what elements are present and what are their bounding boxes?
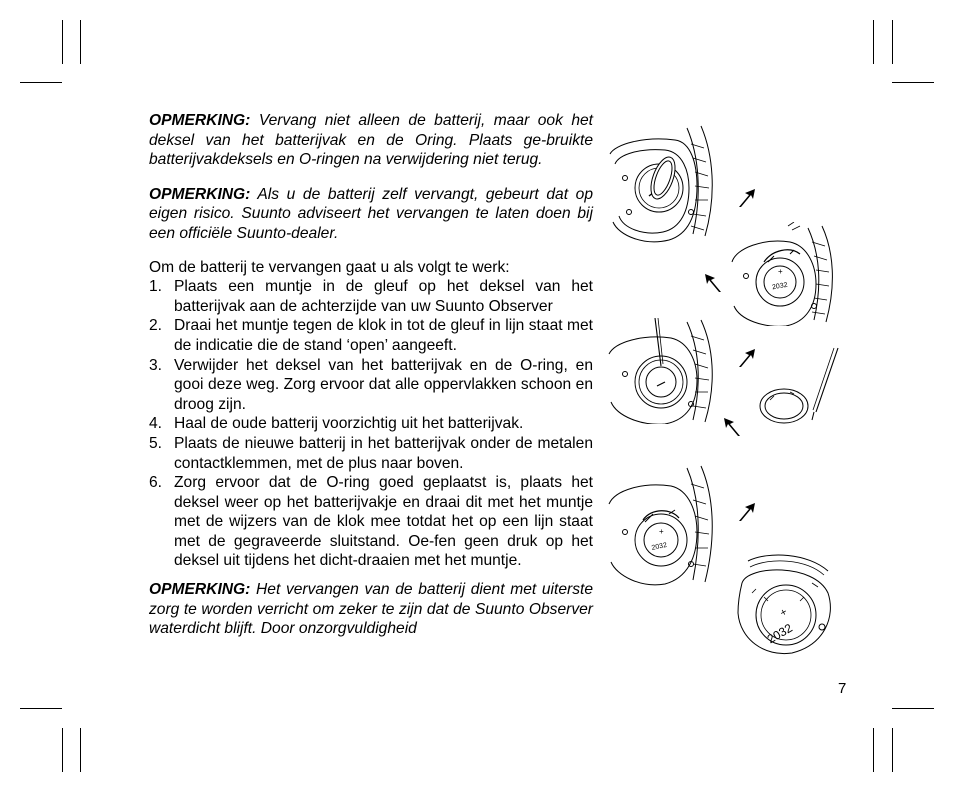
step-text: Zorg ervoor dat de O-ring goed geplaatst is, plaats het deksel weer op het batterijvakje en draai dit met het muntje met de wijzers van de klok mee totdat het op een lijn staat met de gegraveerde sluitstand. Oe-fen geen druk op het deksel uit tijdens het dicht-draaien met het muntje. xyxy=(174,474,593,570)
list-item xyxy=(149,356,593,415)
crop-mark xyxy=(20,82,62,83)
step-text: Plaats een muntje in de gleuf op het deksel van het batterijvak aan de achterzijde van uw Suunto Observer xyxy=(174,278,593,315)
battery-plus-label: + xyxy=(778,605,790,620)
note-own-risk xyxy=(149,185,593,244)
step-text: Verwijder het deksel van het batterijvak en de O-ring, en gooi deze weg. Zorg ervoor dat alle oppervlakken schoon en droog zijn. xyxy=(174,356,593,413)
step-number: 5. xyxy=(149,434,163,452)
text-column xyxy=(149,111,593,639)
step-number: 2. xyxy=(149,317,163,335)
crop-mark xyxy=(892,708,934,709)
crop-mark xyxy=(892,20,893,64)
note-label: OPMERKING: xyxy=(149,581,251,599)
step-number: 1. xyxy=(149,278,163,296)
note-text: Als u de batterij zelf vervangt, gebeurt dat op eigen risico. Suunto adviseert het vervangen te laten doen bij een officiële Suunto-dealer. xyxy=(149,185,593,242)
step-text: Plaats de nieuwe batterij in het batterijvak onder de metalen contactklemmen, met de plus naar boven. xyxy=(174,434,593,472)
step-text: Draai het muntje tegen de klok in tot de gleuf in lijn staat met de indicatie die de stand ‘open’ aangeeft. xyxy=(174,317,593,354)
list-item xyxy=(149,434,593,473)
crop-mark xyxy=(873,20,874,64)
note-text: Het vervangen van de batterij dient met uiterste zorg te worden verricht om zeker te zijn dat de Suunto Observer waterdicht blijft. Door onzorgvuldigheid xyxy=(149,581,593,638)
list-item xyxy=(149,316,593,355)
battery-model-label: 2032 xyxy=(651,541,668,552)
crop-mark xyxy=(873,728,874,772)
illustration-new-battery xyxy=(605,464,725,588)
intro-text: Om de batterij te vervangen gaat u als volgt te werk: xyxy=(149,258,510,276)
crop-mark xyxy=(80,728,81,772)
list-item xyxy=(149,277,593,316)
note-waterproof xyxy=(149,580,593,639)
crop-mark xyxy=(62,20,63,64)
crop-mark xyxy=(62,728,63,772)
note-text: Vervang niet alleen de batterij, maar ook het deksel van het batterijvak en de Oring. Plaats ge-bruikte batterijvakdeksels en O-ringen na verwijdering niet terug. xyxy=(149,112,593,169)
note-label: OPMERKING: xyxy=(149,185,251,203)
battery-model-label: 2032 xyxy=(764,620,795,647)
crop-mark xyxy=(892,82,934,83)
arrow-up-right-icon xyxy=(735,347,757,369)
steps-list xyxy=(149,277,593,571)
battery-model-label: 2032 xyxy=(771,281,789,292)
crop-mark xyxy=(80,20,81,64)
illustration-battery-exposed xyxy=(728,222,848,326)
note-open-cover xyxy=(149,111,593,170)
arrow-up-right-icon xyxy=(735,501,757,523)
step-number: 4. xyxy=(149,415,163,433)
illustration-remove-oring xyxy=(605,318,725,424)
step-number: 6. xyxy=(149,474,163,492)
list-item xyxy=(149,473,593,571)
page-number: 7 xyxy=(838,680,847,697)
note-label: OPMERKING: xyxy=(149,112,251,129)
battery-plus-label: + xyxy=(659,527,664,536)
battery-plus-label: + xyxy=(778,267,783,276)
crop-mark xyxy=(892,728,893,772)
illustration-battery-closeup xyxy=(728,553,838,657)
crop-mark xyxy=(20,708,62,709)
arrow-up-left-icon xyxy=(703,272,725,294)
step-number: 3. xyxy=(149,356,163,374)
illustration-oring-lifted xyxy=(756,346,842,432)
list-item xyxy=(149,414,593,434)
arrow-up-left-icon xyxy=(722,416,744,438)
illustration-coin-in-slot xyxy=(605,124,725,246)
step-text: Haal de oude batterij voorzichtig uit het batterijvak. xyxy=(174,415,524,433)
arrow-up-right-icon xyxy=(735,187,757,209)
